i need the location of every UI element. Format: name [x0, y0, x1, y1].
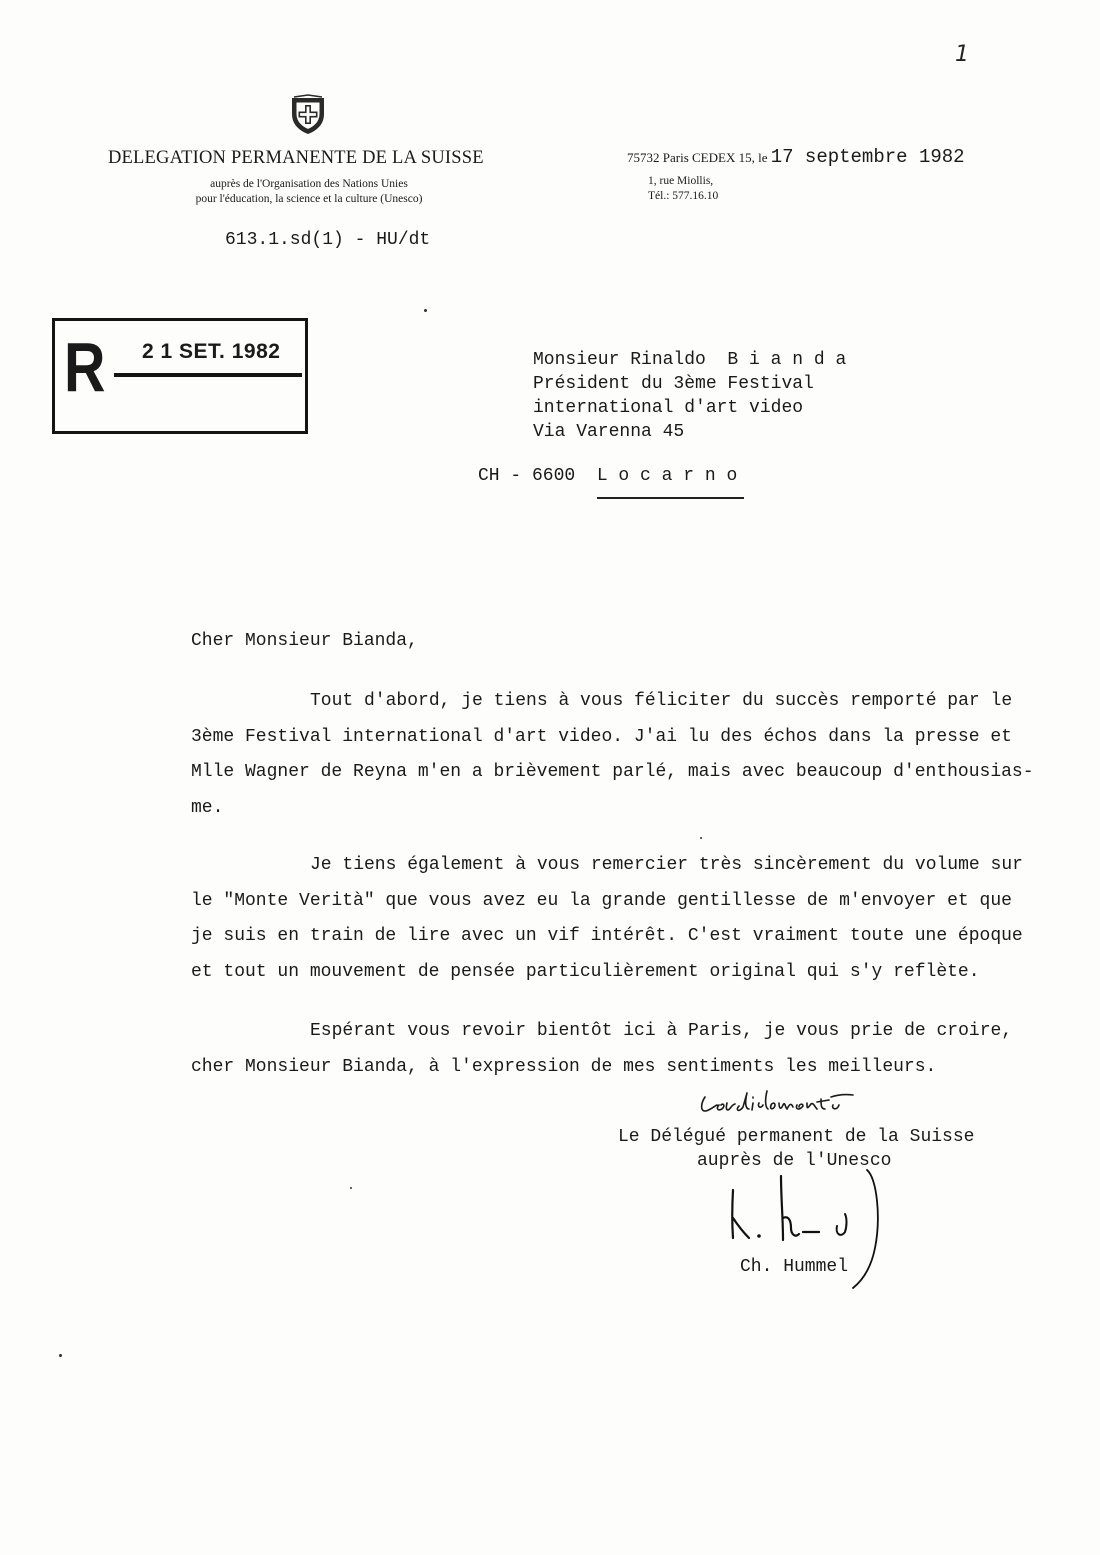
scan-speck: [700, 837, 702, 839]
paragraph-line: 3ème Festival international d'art video. J'ai lu des échos dans la presse et: [191, 726, 1012, 747]
swiss-coat-of-arms-icon: [288, 94, 328, 136]
recipient-line: Via Varenna 45: [533, 422, 685, 442]
salutation: Cher Monsieur Bianda,: [191, 631, 418, 651]
paragraph-line: je suis en train de lire avec un vif intérêt. C'est vraiment toute une époque: [191, 926, 1023, 946]
recipient-address: [533, 348, 846, 444]
stamp-line: [114, 373, 302, 377]
postal-code: CH - 6600: [478, 466, 576, 486]
paragraph-line: Espérant vous revoir bientôt ici à Paris, je vous prie de croire,: [310, 1021, 1013, 1041]
delegate-title-line: Le Délégué permanent de la Suisse: [618, 1127, 975, 1147]
place-prefix: 75732 Paris CEDEX 15, le: [627, 150, 771, 165]
paragraph-line: et tout un mouvement de pensée particulièrement original qui s'y reflète.: [191, 961, 980, 982]
letter-date: 17 septembre 1982: [770, 146, 965, 168]
registered-mail-stamp: [52, 312, 308, 434]
delegation-telephone: Tél.: 577.16.10: [648, 190, 719, 202]
stamp-date: 2 1 SET. 1982: [142, 340, 281, 363]
paragraph-line: Mlle Wagner de Reyna m'en a brièvement parlé, mais avec beaucoup d'enthousias-: [191, 762, 1034, 782]
delegate-title: [618, 1125, 974, 1173]
organization-subtitle-line2: pour l'éducation, la science et la culture (Unesco): [195, 193, 423, 205]
recipient-line: international d'art video: [533, 398, 804, 418]
place-and-date: [627, 146, 965, 168]
signer-name: Ch. Hummel: [740, 1257, 849, 1277]
paragraph-line: cher Monsieur Bianda, à l'expression de mes sentiments les meilleurs.: [191, 1056, 937, 1077]
paragraph-line: Je tiens également à vous remercier très sincèrement du volume sur: [310, 855, 1023, 875]
stamp-letter: R: [64, 328, 106, 406]
paragraph-thanks: [191, 848, 1061, 990]
paragraph-line: Tout d'abord, je tiens à vous féliciter du succès remporté par le: [310, 691, 1013, 711]
paragraph-closing: [191, 1014, 1061, 1085]
scan-speck: [59, 1354, 62, 1357]
organization-name: DELEGATION PERMANENTE DE LA SUISSE: [108, 148, 484, 168]
recipient-line: Monsieur Rinaldo B i a n d a: [533, 350, 847, 370]
delegation-address: 1, rue Miollis,: [648, 175, 714, 187]
city-name: L o c a r n o: [596, 466, 738, 486]
delegate-title-line: auprès de l'Unesco: [697, 1151, 892, 1171]
page-number: 1: [955, 42, 969, 67]
recipient-city-line: [478, 466, 737, 486]
city-underline: [597, 497, 744, 499]
scan-speck: [424, 309, 427, 312]
organization-subtitle-line1: auprès de l'Organisation des Nations Unies: [210, 178, 408, 190]
reference-number: 613.1.sd(1) - HU/dt: [225, 230, 431, 250]
handwritten-closing: [695, 1087, 860, 1121]
paragraph-line: le "Monte Verità" que vous avez eu la grande gentillesse de m'envoyer et que: [191, 890, 1012, 911]
scan-speck: [350, 1187, 352, 1189]
paragraph-congratulations: [191, 684, 1061, 826]
recipient-line: Président du 3ème Festival: [533, 374, 814, 394]
paragraph-line: me.: [191, 797, 224, 818]
